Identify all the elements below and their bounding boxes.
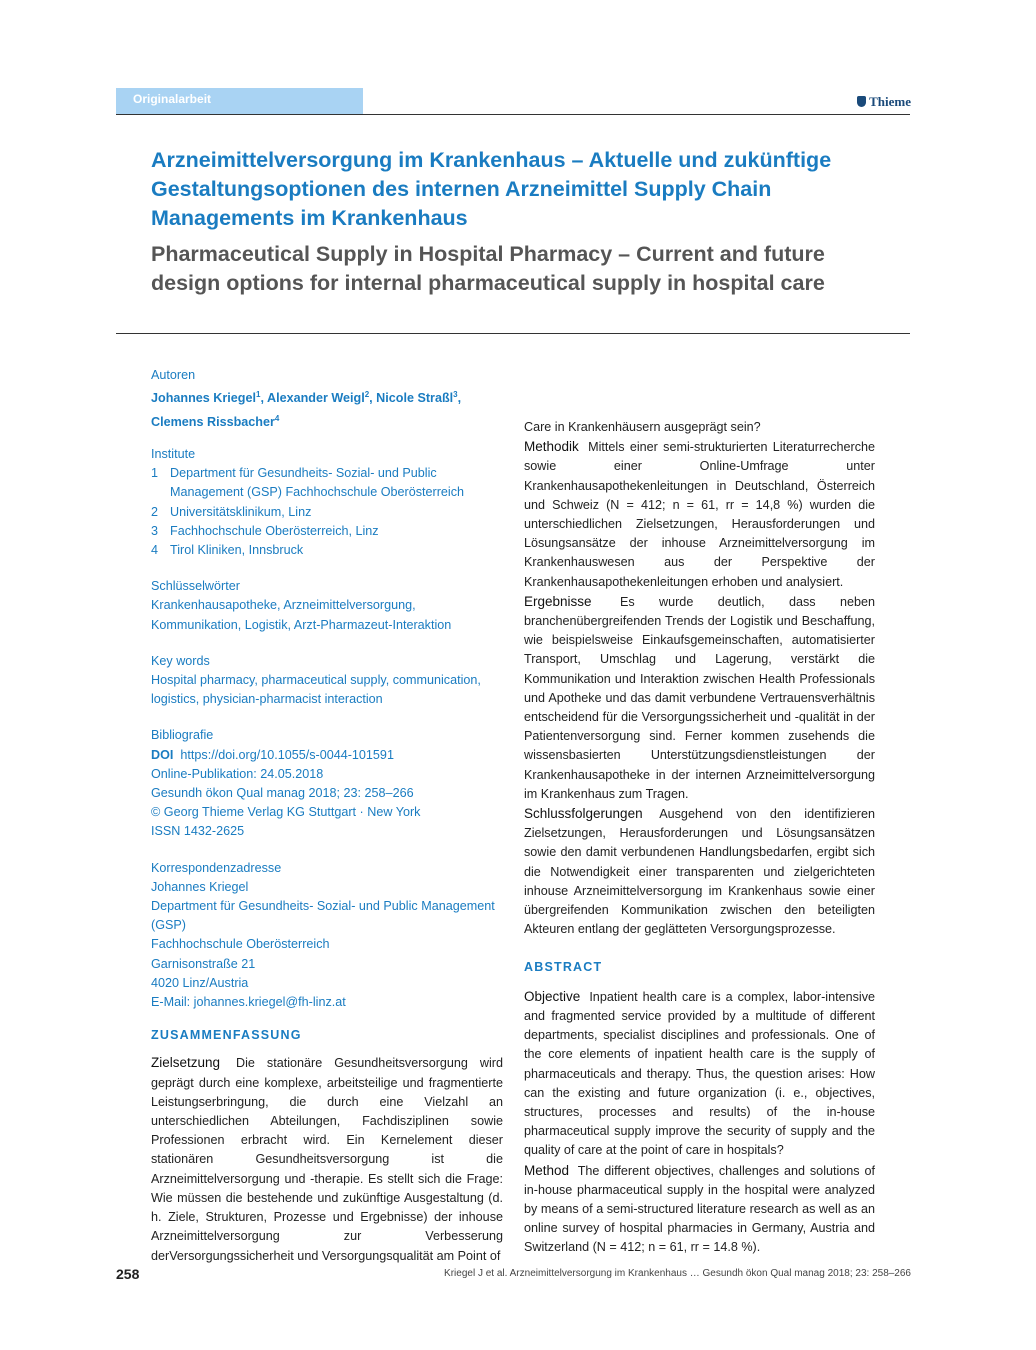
institutes-heading: Institute	[151, 446, 196, 461]
authors-list: Johannes Kriegel$^1$, Alexander Weigl$^2$, Nicole Straßl$^3$, Clemens Rissbacher$^4$	[151, 390, 462, 429]
correspondence-line: 4020 Linz/Austria	[151, 975, 249, 990]
keywords-en-heading: Key words	[151, 653, 210, 668]
copyright: © Georg Thieme Verlag KG Stuttgart · New York	[151, 805, 421, 820]
right-column	[524, 418, 875, 1258]
title-divider	[116, 333, 910, 334]
doi-line	[151, 746, 503, 765]
page-number: 258	[116, 1266, 140, 1282]
title-english: Pharmaceutical Supply in Hospital Pharmacy – Current and future design options for internal pharmaceutical supply in hospital care	[151, 242, 825, 295]
left-column	[151, 366, 503, 1266]
methodik-text: Mittels einer semi-strukturierten Literaturrecherche sowie einer Online-Umfrage unter Krankenhausapothekenleitungen in Deutschland, Österreich und Schweiz (N = 412; n = 61, rr = 14,8 %) wurden die unterschiedlichen Zielsetzungen, Herausforderungen und Lösungsansätze der inhouse Arzneimittelversorgung im Krankenhauswesen aus der Perspektive der Krankenhausapothekenleitungen erhoben und analysiert.	[524, 440, 875, 589]
section-tag: Originalarbeit	[116, 88, 363, 114]
author-affiliation: 3	[453, 390, 458, 400]
method-paragraph	[524, 1161, 875, 1258]
doi-label: DOI	[151, 747, 174, 762]
zusammenfassung-heading: ZUSAMMENFASSUNG	[151, 1028, 302, 1043]
methodik-label: Methodik	[524, 439, 579, 455]
author-affiliation: 4	[274, 413, 280, 423]
correspondence-line: Garnisonstraße 21	[151, 956, 256, 971]
ergebnisse-label: Ergebnisse	[524, 593, 592, 609]
citation: Gesundh ökon Qual manag 2018; 23: 258–266	[151, 786, 414, 801]
institute-number: 2	[151, 504, 159, 519]
institute-number: 3	[151, 523, 159, 538]
objective-paragraph	[524, 987, 875, 1161]
bibliography-block	[151, 726, 503, 841]
institute-text: Department für Gesundheits- Sozial- und Public Management (GSP) Fachhochschule Oberösterreich	[170, 466, 464, 500]
objective-label: Objective	[524, 988, 581, 1004]
correspondence-block	[151, 859, 503, 1013]
ergebnisse-text: Es wurde deutlich, dass neben branchenübergreifenden Trends der Logistik und Beschaffung, wie beispielsweise Einkaufsgemeinschaften, automatisierter Transport, Umschlag und Lagerung, verstärkt die Kommunikation und Interaktion zwischen Health Professionals und Apotheke und das damit verbundene Vertrauensverhältnis entscheidend für die Versorgungssicherheit und -qualität in der Patientenversorgung sind. Ferner kommen zusehends die wissensbasierten Unterstützungsdienstleistungen der Krankenhausapotheke in der internen Arzneimittelversorgung im Krankenhaus zum Tragen.	[524, 594, 875, 801]
keywords-en-text: Hospital pharmacy, pharmaceutical supply, communication, logistics, physician-pharmacist interaction	[151, 673, 481, 707]
thieme-logo-icon	[857, 96, 866, 107]
method-text: The different objectives, challenges and solutions of in-house pharmaceutical supply in the hospital were analyzed by means of a semi-structured literature research as well as an online survey of hospital pharmacies in Germany, Austria and Switzerland (N = 412; n = 61, rr = 14.8 %).	[524, 1163, 875, 1255]
institute-number: 1	[151, 466, 159, 481]
schlussfolgerungen-paragraph	[524, 804, 875, 939]
author-name[interactable]: Alexander Weigl	[266, 391, 365, 406]
keywords-de-text: Krankenhausapotheke, Arzneimittelversorgung, Kommunikation, Logistik, Arzt-Pharmazeut-Interaktion	[151, 598, 452, 632]
abstract-heading: ABSTRACT	[524, 960, 603, 975]
keywords-en-block	[151, 652, 503, 710]
institute-text: Tirol Kliniken, Innsbruck	[170, 543, 304, 557]
online-publication: Online-Publikation: 24.05.2018	[151, 766, 324, 781]
institute-text: Fachhochschule Oberösterreich, Linz	[170, 523, 379, 538]
authors-block	[151, 366, 503, 432]
correspondence-line: Fachhochschule Oberösterreich	[151, 937, 330, 952]
author-name[interactable]: Clemens Rissbacher	[151, 414, 275, 429]
ergebnisse-paragraph	[524, 592, 875, 804]
institute-item	[151, 522, 503, 541]
keywords-de-block	[151, 577, 503, 635]
correspondence-line: Department für Gesundheits- Sozial- und Public Management (GSP)	[151, 899, 495, 933]
correspondence-line: Johannes Kriegel	[151, 879, 249, 894]
author-affiliation: 2	[364, 390, 370, 400]
bibliography-heading: Bibliografie	[151, 728, 214, 743]
schlussfolgerungen-label: Schlussfolgerungen	[524, 806, 643, 822]
correspondence-heading: Korrespondenzadresse	[151, 860, 282, 875]
issn: ISSN 1432-2625	[151, 824, 245, 839]
author-name[interactable]: Johannes Kriegel	[151, 391, 256, 406]
header-divider	[116, 114, 910, 115]
title-german: Arzneimittelversorgung im Krankenhaus – Aktuelle und zukünftige Gestaltungsoptionen des internen Arzneimittel Supply Chain Managements im Krankenhaus	[151, 148, 832, 230]
institute-item	[151, 464, 503, 502]
institute-text: Universitätsklinikum, Linz	[170, 504, 312, 519]
schlussfolgerungen-text: Ausgehend von den identifizieren Zielsetzungen, Herausforderungen und Lösungsansätzen sowie den damit verbundenen Handlungsbedarfen, ergibt sich die Notwendigkeit einer transparenten und zielgerichteten inhouse Arzneimittelversorgung im Krankenhaus sowie einer übergreifenden Kommunikation zwischen den beteiligten Akteuren entlang der geglätteten Versorgungsprozesse.	[524, 807, 875, 937]
institutes-block	[151, 445, 503, 560]
author-name[interactable]: Nicole Straßl	[376, 391, 454, 406]
doi-link[interactable]: https://doi.org/10.1055/s-0044-101591	[180, 747, 394, 762]
method-label: Method	[524, 1162, 570, 1178]
institute-item	[151, 541, 503, 560]
zielsetzung-text: Die stationäre Gesundheitsversorgung wird geprägt durch eine komplexe, arbeitsteilige und fragmentierte Leistungserbringung, die durch eine Vielzahl an unterschiedlichen Abteilungen, Fachdisziplinen sowie Professionen erbracht wird. Ein Kernelement dieser stationären Gesundheitsversorgung ist die Arzneimittelversorgung und -therapie. Es stellt sich die Frage: Wie müssen die bestehende und zukünftige Ausgestaltung (d. h. Ziele, Strukturen, Prozesse und Ergebnisse) der inhouse Arzneimittelversorgung zur Verbesserung derVersorgungssicherheit und Versorgungsqualität am Point of	[151, 1056, 503, 1263]
footer-reference: Kriegel J et al. Arzneimittelversorgung im Krankenhaus … Gesundh ökon Qual manag 2018; 23: 258–266	[444, 1268, 911, 1279]
methodik-paragraph	[524, 437, 875, 592]
objective-text: Inpatient health care is a complex, labor-intensive and fragmented service provided by a multitude of different departments, specialist disciplines and professionals. One of the core elements of inpatient health care is the supply of pharmaceuticals and therapy. Thus, the question arises: How can the existing and future organization (i. e., objectives, structures, processes and results) of the in-house pharmaceutical supply improve the security of supply and the quality of care at the point of care in hospitals?	[524, 989, 876, 1158]
zielsetzung-label: Zielsetzung	[151, 1055, 221, 1071]
publisher-logo	[857, 94, 911, 110]
correspondence-email[interactable]: E-Mail: johannes.kriegel@fh-linz.at	[151, 995, 346, 1010]
authors-heading: Autoren	[151, 368, 196, 382]
publisher-name: Thieme	[869, 94, 911, 109]
institute-item	[151, 503, 503, 522]
zielsetzung-paragraph	[151, 1053, 503, 1265]
keywords-de-heading: Schlüsselwörter	[151, 579, 240, 594]
institute-number: 4	[151, 543, 159, 557]
author-affiliation: 1	[255, 390, 261, 400]
zielsetzung-continuation: Care in Krankenhäusern ausgeprägt sein?	[524, 420, 761, 434]
